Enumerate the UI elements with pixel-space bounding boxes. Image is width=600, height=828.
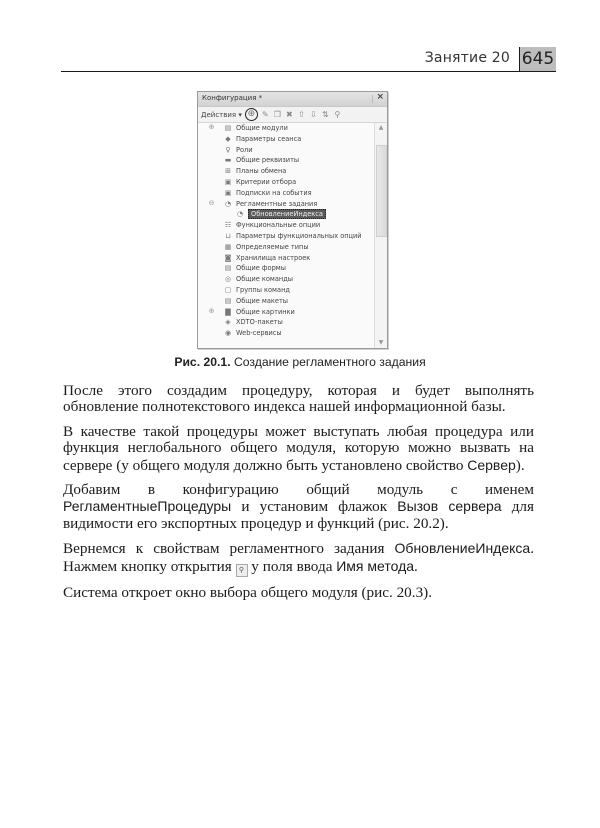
tree-item-icon: ▦ bbox=[224, 242, 232, 251]
add-icon[interactable]: ⊕ bbox=[245, 108, 258, 121]
tree-item-icon: ▤ bbox=[224, 124, 232, 132]
no-expander bbox=[208, 286, 215, 293]
pin-icon[interactable] bbox=[372, 95, 373, 103]
tree-item[interactable] bbox=[198, 328, 373, 339]
expand-icon[interactable]: ⊕ bbox=[208, 306, 215, 315]
tree-item-label: Группы команд bbox=[236, 285, 290, 294]
delete-icon[interactable]: ✖ bbox=[286, 109, 293, 119]
tree-item-label: Параметры сеанса bbox=[236, 134, 302, 143]
tree-item[interactable] bbox=[198, 296, 373, 307]
scroll-down-icon[interactable]: ▼ bbox=[378, 339, 384, 346]
page-header bbox=[61, 47, 556, 73]
page-number: 645 bbox=[519, 47, 556, 71]
open-button-icon: ⚲ bbox=[236, 564, 248, 577]
paragraph-3: Добавим в конфигурацию общий модуль с именем РегламентныеПроцедуры и установим флажок Вызов сервера для видимости его экспортных процедур и функций (рис. 20.2). bbox=[63, 481, 534, 532]
no-expander bbox=[208, 329, 215, 336]
term-method-name: Имя метода bbox=[336, 557, 415, 574]
tree-item[interactable] bbox=[198, 209, 373, 220]
filter-icon[interactable]: ⚲ bbox=[334, 109, 341, 119]
paragraph-5: Система откроет окно выбора общего модуля (рис. 20.3). bbox=[63, 583, 433, 601]
term-module-name: РегламентныеПроцедуры bbox=[63, 498, 232, 515]
tree-item[interactable] bbox=[198, 155, 373, 166]
sort-icon[interactable]: ⇅ bbox=[322, 109, 329, 119]
tree-item[interactable] bbox=[198, 274, 373, 285]
tree-item-icon: ◙ bbox=[224, 253, 232, 262]
tree-item-label: Общие картинки bbox=[236, 307, 295, 316]
tree-item-icon: ☷ bbox=[224, 221, 232, 230]
close-icon[interactable]: × bbox=[376, 92, 384, 102]
window-titlebar bbox=[198, 92, 387, 107]
tree-item[interactable] bbox=[198, 177, 373, 188]
tree-item[interactable] bbox=[198, 263, 373, 274]
tree-item-icon: ◎ bbox=[224, 275, 232, 284]
no-expander bbox=[208, 264, 215, 271]
tree-item-icon: ♀ bbox=[225, 145, 231, 154]
tree-item[interactable] bbox=[198, 253, 373, 264]
figure-caption-text: Создание регламентного задания bbox=[230, 355, 426, 369]
tree-item-icon: ◉ bbox=[224, 329, 232, 338]
tree-item[interactable] bbox=[198, 317, 373, 328]
scroll-up-icon[interactable]: ▲ bbox=[378, 124, 384, 131]
window-toolbar bbox=[198, 107, 387, 123]
tree-item-label: Общие макеты bbox=[236, 296, 289, 305]
expand-icon[interactable]: ⊕ bbox=[208, 123, 215, 131]
tree-item[interactable] bbox=[198, 123, 373, 134]
term-server-call: Вызов сервера bbox=[397, 498, 502, 515]
move-down-icon[interactable]: ⇩ bbox=[310, 109, 317, 119]
tree-item-icon: ▢ bbox=[224, 285, 232, 294]
tree-item-icon: ◔ bbox=[224, 199, 232, 208]
edit-icon[interactable]: ✎ bbox=[262, 109, 269, 119]
tree-item[interactable] bbox=[198, 199, 373, 210]
tree-item[interactable] bbox=[198, 188, 373, 199]
tree-item-label: Общие реквизиты bbox=[236, 156, 300, 165]
tree-item-icon: ◈ bbox=[225, 318, 231, 327]
figure-caption bbox=[0, 355, 600, 369]
no-expander bbox=[208, 243, 215, 250]
tree-item-icon: ◔ bbox=[236, 210, 244, 219]
tree-item[interactable] bbox=[198, 145, 373, 156]
no-expander bbox=[208, 167, 215, 174]
tree-item-label: Регламентные задания bbox=[236, 199, 318, 208]
tree-item-label: Общие модули bbox=[236, 124, 288, 132]
paragraph-1: После этого создадим процедуру, которая и будет выполнять обновление полнотекстового индекса нашей информационной базы. bbox=[63, 382, 534, 416]
chapter-label: Занятие 20 bbox=[424, 50, 510, 66]
no-expander bbox=[220, 210, 227, 217]
tree-item-icon: ▣ bbox=[224, 177, 232, 186]
tree-item-label: XDTO-пакеты bbox=[236, 318, 283, 327]
tree-item-icon: ▤ bbox=[224, 264, 232, 273]
tree-item-label: Определяемые типы bbox=[236, 242, 309, 251]
tree-item-label: Роли bbox=[236, 145, 253, 154]
no-expander bbox=[208, 254, 215, 261]
no-expander bbox=[208, 156, 215, 163]
scroll-thumb[interactable] bbox=[376, 145, 387, 237]
tree-item[interactable] bbox=[198, 220, 373, 231]
tree-item[interactable] bbox=[198, 242, 373, 253]
paragraph-2: В качестве такой процедуры может выступать любая процедура или функция неглобального общего модуля, которую можно вызвать на сервере (у общего модуля должно быть установлено свойство Сервер). bbox=[63, 422, 534, 474]
no-expander bbox=[208, 297, 215, 304]
paragraph-4: Вернемся к свойствам регламентного задания ОбновлениеИндекса. Нажмем кнопку открытия ⚲ у поля ввода Имя метода. bbox=[63, 540, 534, 575]
body-text bbox=[63, 383, 534, 609]
tree-item-icon: ▬ bbox=[224, 156, 232, 165]
tree-item[interactable] bbox=[198, 134, 373, 145]
no-expander bbox=[208, 189, 215, 196]
window-title: Конфигурация * bbox=[202, 94, 263, 102]
tree-item-label: Критерии отбора bbox=[236, 177, 297, 186]
tree-item-label: Web-сервисы bbox=[236, 329, 282, 338]
tree-item[interactable] bbox=[198, 231, 373, 242]
tree-item-label: ОбновлениеИндекса bbox=[248, 209, 326, 219]
tree-item-icon: ⊞ bbox=[225, 167, 231, 176]
metadata-tree bbox=[198, 123, 373, 348]
tree-item[interactable] bbox=[198, 285, 373, 296]
figure-number: Рис. 20.1. bbox=[174, 355, 231, 369]
copy-icon[interactable]: ❐ bbox=[273, 109, 281, 119]
no-expander bbox=[208, 221, 215, 228]
tree-scrollbar[interactable] bbox=[374, 123, 387, 348]
collapse-icon[interactable]: ⊖ bbox=[208, 198, 215, 207]
tree-item-icon: ▣ bbox=[224, 188, 232, 197]
no-expander bbox=[208, 275, 215, 282]
no-expander bbox=[208, 232, 215, 239]
no-expander bbox=[208, 146, 215, 153]
tree-item-icon: ▇ bbox=[225, 307, 231, 316]
tree-item[interactable] bbox=[198, 166, 373, 177]
no-expander bbox=[208, 318, 215, 325]
header-rule bbox=[61, 71, 556, 72]
configuration-window bbox=[197, 91, 388, 349]
tree-item-icon: ▤ bbox=[224, 296, 232, 305]
tree-item-label: Хранилища настроек bbox=[236, 253, 311, 262]
no-expander bbox=[208, 135, 215, 142]
term-job-name: ОбновлениеИндекса bbox=[394, 540, 531, 557]
tree-item-label: Параметры функциональных опций bbox=[236, 231, 362, 240]
tree-item-label: Функциональные опции bbox=[236, 221, 321, 230]
tree-item-label: Общие формы bbox=[236, 264, 286, 273]
move-up-icon[interactable]: ⇧ bbox=[298, 109, 305, 119]
tree-item-label: Подписки на события bbox=[236, 188, 312, 197]
tree-item-icon: ⊔ bbox=[225, 231, 231, 240]
tree-item-label: Планы обмена bbox=[236, 167, 287, 176]
tree-item[interactable] bbox=[198, 307, 373, 318]
actions-menu[interactable]: Действия ▾ bbox=[201, 110, 242, 119]
term-server: Сервер bbox=[467, 456, 516, 473]
no-expander bbox=[208, 178, 215, 185]
tree-item-icon: ◆ bbox=[225, 134, 231, 143]
tree-item-label: Общие команды bbox=[236, 275, 294, 284]
